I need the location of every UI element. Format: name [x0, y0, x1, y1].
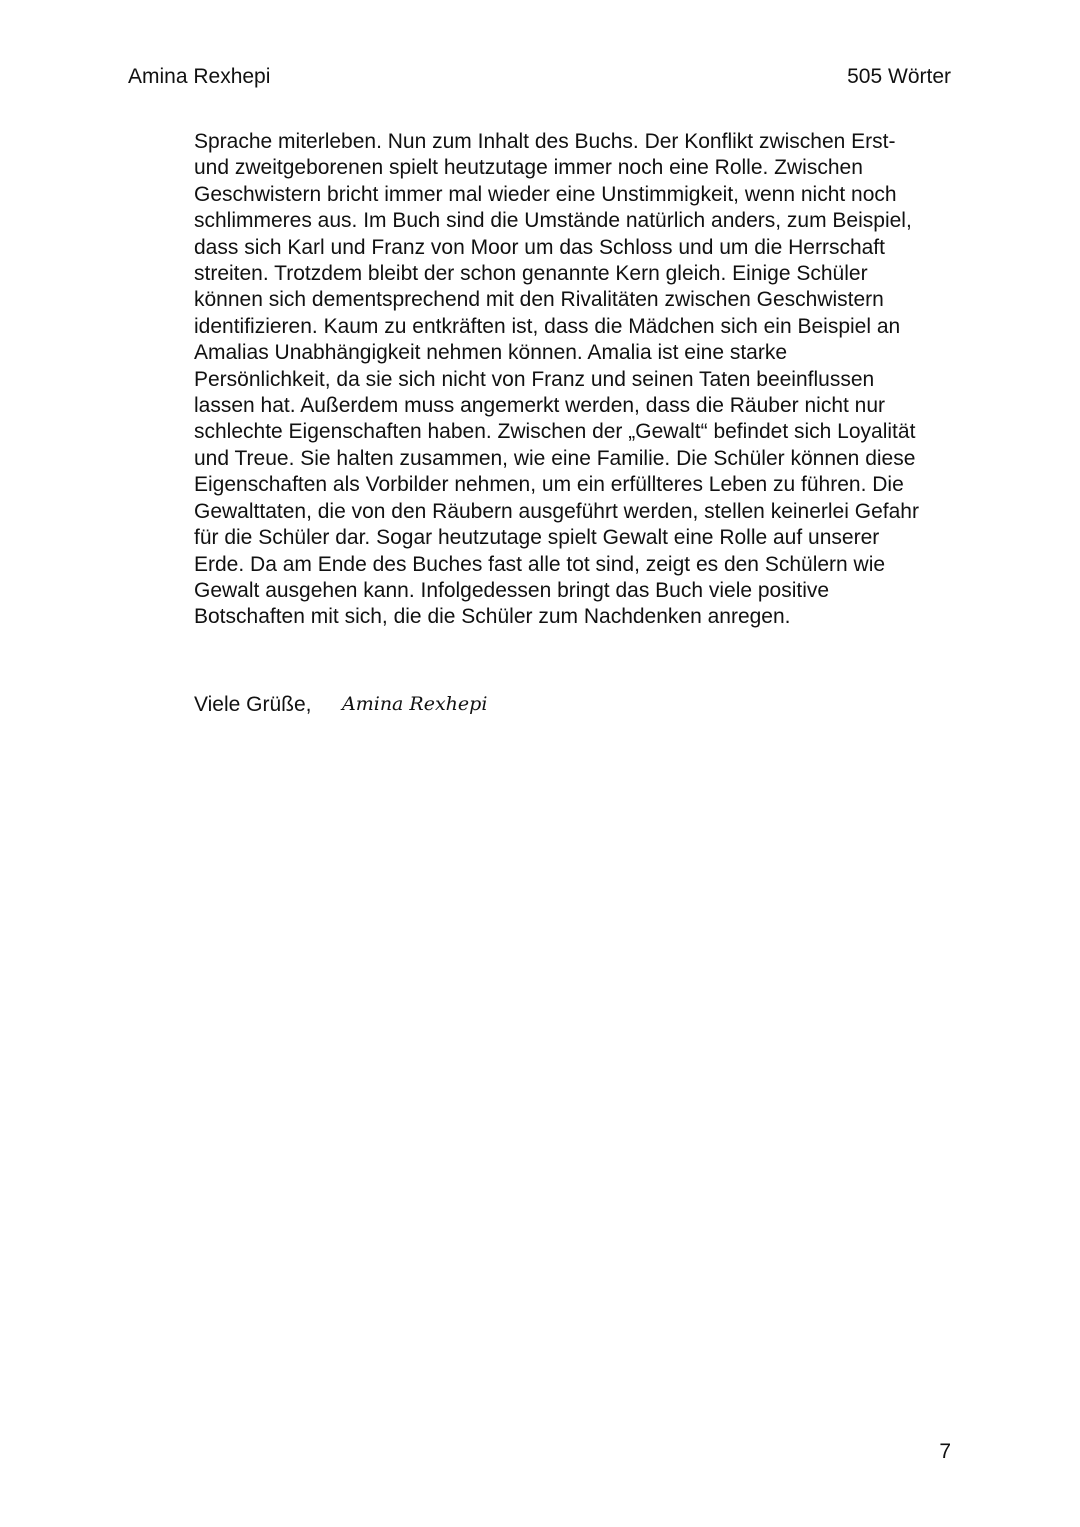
body-line: Erde. Da am Ende des Buches fast alle tot sind, zeigt es den Schülern wie	[194, 552, 886, 576]
header-word-count: 505 Wörter	[847, 65, 951, 88]
signature	[340, 684, 488, 724]
body-line: können sich dementsprechend mit den Rivalitäten zwischen Geschwistern	[194, 288, 884, 312]
body-line: Gewalttaten, die von den Räubern ausgeführt werden, stellen keinerlei Gefahr	[194, 499, 919, 523]
signature-text: Amina Rexhepi	[342, 693, 488, 715]
body-line: lassen hat. Außerdem muss angemerkt werden, dass die Räuber nicht nur	[194, 394, 886, 418]
body-line: schlimmeres aus. Im Buch sind die Umstände natürlich anders, zum Beispiel,	[194, 209, 912, 233]
page-number: 7	[939, 1440, 951, 1463]
body-line: Persönlichkeit, da sie sich nicht von Franz und seinen Taten beeinflussen	[194, 367, 875, 391]
body-line: Geschwistern bricht immer mal wieder eine Unstimmigkeit, wenn nicht noch	[194, 182, 897, 206]
body-line: für die Schüler dar. Sogar heutzutage spielt Gewalt eine Rolle auf unserer	[194, 526, 880, 550]
header-author: Amina Rexhepi	[128, 65, 271, 88]
body-line: Eigenschaften als Vorbilder nehmen, um ein erfüllteres Leben zu führen. Die	[194, 473, 904, 497]
body-line: identifizieren. Kaum zu entkräften ist, dass die Mädchen sich ein Beispiel an	[194, 314, 901, 338]
body-line: Sprache miterleben. Nun zum Inhalt des Buchs. Der Konflikt zwischen Erst-	[194, 130, 896, 153]
closing-greeting: Viele Grüße,	[194, 693, 312, 716]
body-line: und zweitgeborenen spielt heutzutage immer noch eine Rolle. Zwischen	[194, 156, 863, 180]
body-line: und Treue. Sie halten zusammen, wie eine Familie. Die Schüler können diese	[194, 446, 916, 470]
body-line: schlechte Eigenschaften haben. Zwischen der „Gewalt“ befindet sich Loyalität	[194, 420, 916, 444]
body-paragraph	[194, 129, 954, 631]
body-line: Amalias Unabhängigkeit nehmen können. Amalia ist eine starke	[194, 341, 788, 365]
body-line: dass sich Karl und Franz von Moor um das Schloss und um die Herrschaft	[194, 235, 885, 259]
body-line: Gewalt ausgehen kann. Infolgedessen bringt das Buch viele positive	[194, 578, 830, 602]
body-line: Botschaften mit sich, die die Schüler zum Nachdenken anregen.	[194, 605, 791, 629]
body-line: streiten. Trotzdem bleibt der schon genannte Kern gleich. Einige Schüler	[194, 262, 868, 286]
